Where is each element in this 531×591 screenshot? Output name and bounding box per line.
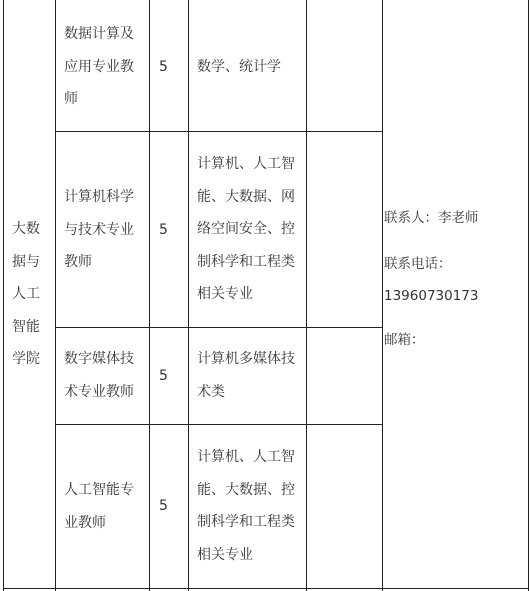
count-cell: 5 xyxy=(159,498,168,514)
grid-line xyxy=(55,327,383,328)
major-cell: 数学、统计学 xyxy=(197,59,281,75)
grid-line xyxy=(55,131,383,132)
count-cell: 5 xyxy=(159,368,168,384)
grid-line xyxy=(55,0,56,591)
contact-phone-label: 联系电话： xyxy=(384,256,452,272)
major-cell: 计算机、人工智 能、大数据、网 络空间安全、控 制科学和工程类 相关专业 xyxy=(197,156,295,302)
position-cell: 数据计算及 应用专业教 师 xyxy=(64,26,134,107)
contact-person: 联系人：李老师 xyxy=(384,210,479,226)
count-cell: 5 xyxy=(159,222,168,238)
position-cell: 人工智能专 业教师 xyxy=(64,482,134,531)
grid-line xyxy=(382,0,383,591)
grid-line xyxy=(3,588,529,589)
contact-phone: 13960730173 xyxy=(384,288,479,304)
grid-line xyxy=(528,0,529,591)
count-cell: 5 xyxy=(159,59,168,75)
grid-line xyxy=(188,0,189,591)
grid-line xyxy=(149,0,150,591)
grid-line xyxy=(55,424,383,425)
major-cell: 计算机多媒体技 术类 xyxy=(197,351,295,400)
department-cell: 大数 据与 人工 智能 学院 xyxy=(12,221,40,367)
contact-email-label: 邮箱： xyxy=(384,332,425,348)
major-cell: 计算机、人工智 能、大数据、控 制科学和工程类 相关专业 xyxy=(197,449,295,563)
position-cell: 计算机科学 与技术专业 教师 xyxy=(64,189,134,270)
position-cell: 数字媒体技 术专业教师 xyxy=(64,351,134,400)
grid-line xyxy=(3,0,4,591)
grid-line xyxy=(306,0,307,591)
